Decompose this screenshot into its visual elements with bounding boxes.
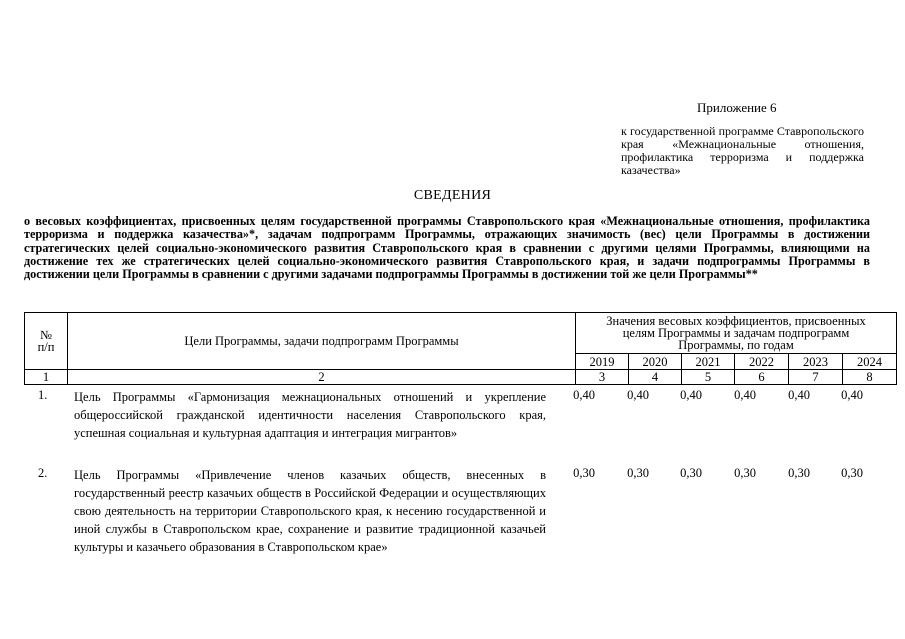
year-cell: 2021 <box>682 354 735 370</box>
year-cell: 2020 <box>629 354 682 370</box>
header-values: Значения весовых коэффициентов, присвоенных целям Программы и задачам подпрограмм Программы, по годам <box>576 313 897 354</box>
row-goal-text: Цель Программы «Привлечение членов казачьих обществ, внесенных в государственный реестр казачьих обществ в Российской Федерации и осуществляющих свою деятельность на территории Ставропольского края, к несению государственной и иной службы в Ставропольском крае, сохранение и развитие традиционной казачьей культуры и казачьего образования в Ставропольском крае» <box>74 468 546 554</box>
col-number: 6 <box>735 370 789 385</box>
col-number: 4 <box>629 370 682 385</box>
row-number: 1. <box>38 388 48 402</box>
col-number: 8 <box>843 370 897 385</box>
year-cell: 2019 <box>576 354 629 370</box>
row-value: 0,40 <box>627 388 649 402</box>
header-goals: Цели Программы, задачи подпрограмм Программы <box>68 313 576 370</box>
col-number: 7 <box>789 370 843 385</box>
col-number: 5 <box>682 370 735 385</box>
row-value: 0,30 <box>627 466 649 480</box>
year-cell: 2024 <box>843 354 897 370</box>
row-value: 0,30 <box>841 466 863 480</box>
col-number: 2 <box>68 370 576 385</box>
year-cell: 2023 <box>789 354 843 370</box>
col-number: 3 <box>576 370 629 385</box>
row-value: 0,30 <box>734 466 756 480</box>
row-value: 0,40 <box>573 388 595 402</box>
document-heading: СВЕДЕНИЯ <box>413 188 492 203</box>
appendix-subtitle: к государственной программе Ставропольского края «Межнациональные отношения, профилактика терроризма и поддержка казачества» <box>621 124 864 177</box>
row-value: 0,40 <box>841 388 863 402</box>
row-value: 0,30 <box>680 466 702 480</box>
document-intro: о весовых коэффициентах, присвоенных целям государственной программы Ставропольского края «Межнациональные отношения, профилактика терроризма и поддержка казачества»*, задачам подпрограмм Программы, отражающих значимость (вес) цели Программы в достижении стратегических целей социально-экономического развития Ставропольского края в сравнении с другими целями Программы, влияющими на достижение тех же стратегических целей социально-экономического развития Ставропольского края, и задачи подпрограммы Программы в достижении цели Программы в сравнении с другими задачами подпрограммы Программы в достижении той же цели Программы** <box>24 214 870 282</box>
row-value: 0,30 <box>573 466 595 480</box>
appendix-title: Приложение 6 <box>697 100 777 115</box>
col-number: 1 <box>25 370 68 385</box>
row-value: 0,40 <box>734 388 756 402</box>
row-value: 0,40 <box>788 388 810 402</box>
row-value: 0,40 <box>680 388 702 402</box>
row-number: 2. <box>38 466 48 480</box>
row-value: 0,30 <box>788 466 810 480</box>
year-cell: 2022 <box>735 354 789 370</box>
weights-table-header <box>24 312 897 385</box>
row-goal-text: Цель Программы «Гармонизация межнациональных отношений и укрепление общероссийской гражданской идентичности населения Ставропольского края, успешная социальная и культурная адаптация и интеграция мигрантов» <box>74 390 546 440</box>
header-num: № п/п <box>25 313 68 370</box>
